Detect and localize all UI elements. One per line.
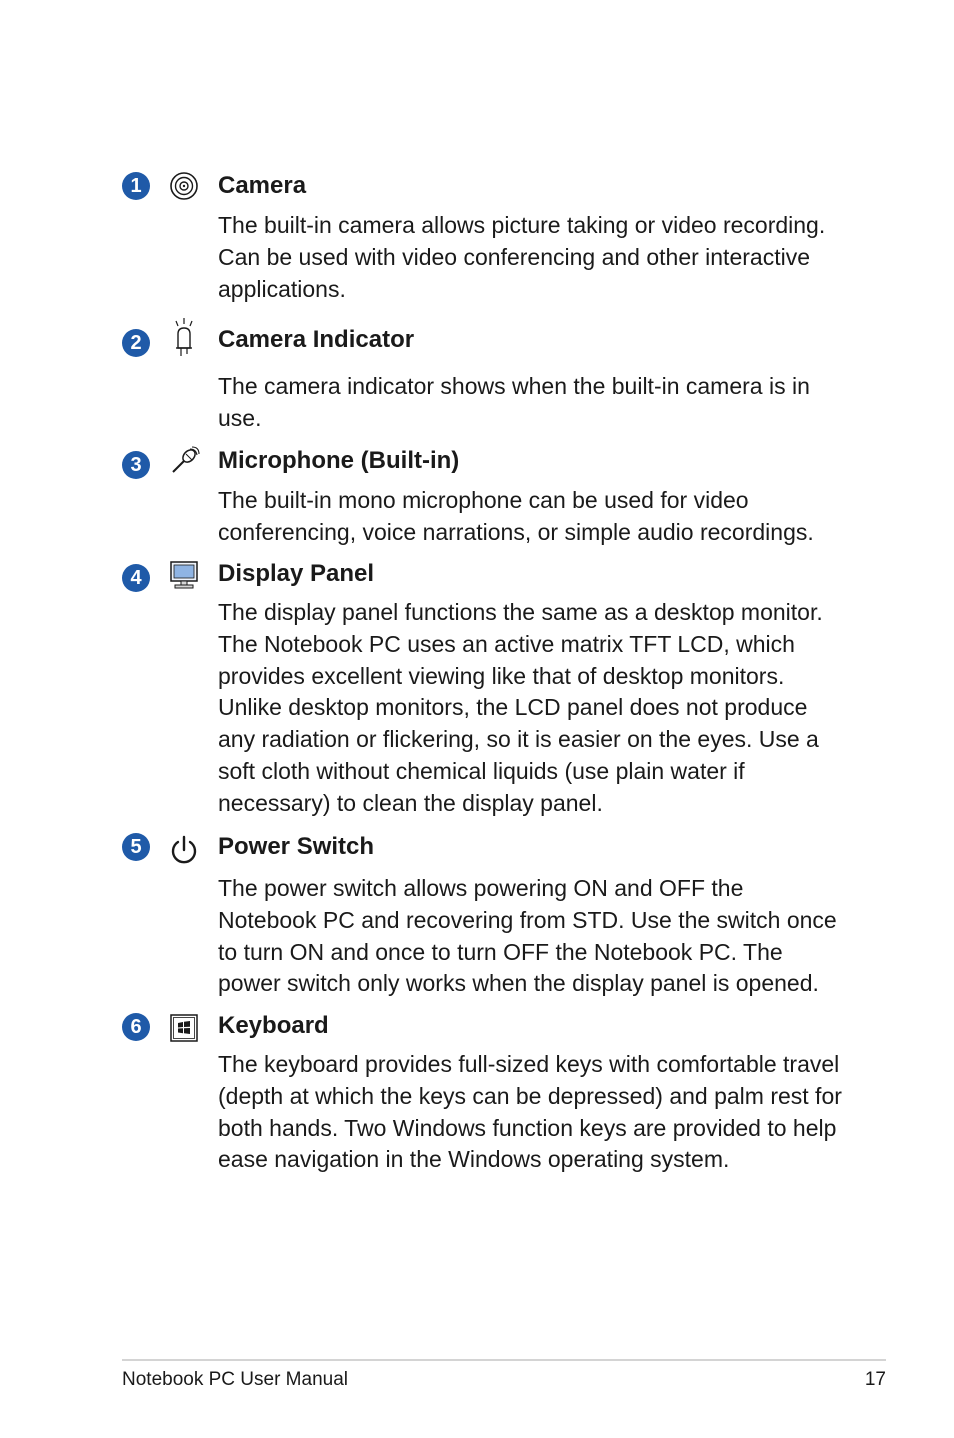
item-description: The built-in camera allows picture taking or video recording. Can be used with video conferencing and other interactive applications.	[218, 212, 826, 302]
power-icon	[168, 834, 200, 866]
item-title: Display Panel	[218, 560, 375, 587]
monitor-icon	[168, 559, 200, 591]
camera-lens-icon	[168, 170, 200, 202]
item-title: Camera Indicator	[218, 326, 415, 353]
item-description: The display panel functions the same as a desktop monitor. The Notebook PC uses an active matrix TFT LCD, which provides excellent viewing like that of desktop monitors. Unlike desktop monitors, the LCD panel does not produce any radiation or flickering, so it is easier on the eyes. Use a soft cloth without chemical liquids (use plain water if necessary) to clean the display panel.	[218, 599, 823, 816]
item-description: The power switch allows powering ON and OFF the Notebook PC and recovering from STD. Use the switch once to turn ON and once to turn OFF the Notebook PC. The power switch only works when the display panel is opened.	[218, 875, 837, 997]
footer-page-number: 17	[864, 1369, 886, 1390]
item-description: The built-in mono microphone can be used for video conferencing, voice narrations, or simple audio recordings.	[218, 487, 814, 545]
item-description: The keyboard provides full-sized keys with comfortable travel (depth at which the keys can be depressed) and palm rest for both hands. Two Windows function keys are provided to help ease navigation in the Windows operating system.	[218, 1051, 842, 1173]
item-title: Microphone (Built-in)	[218, 447, 460, 474]
footer-divider	[122, 1359, 886, 1361]
footer-manual-title: Notebook PC User Manual	[122, 1369, 348, 1390]
windows-key-icon	[168, 1012, 200, 1044]
item-number-badge: 6	[122, 1013, 150, 1041]
led-indicator-icon	[168, 318, 200, 362]
item-number-badge: 2	[122, 329, 150, 357]
item-description: The camera indicator shows when the built-in camera is in use.	[218, 373, 810, 431]
microphone-icon	[168, 446, 200, 478]
item-number-badge: 3	[122, 451, 150, 479]
item-number-badge: 1	[122, 172, 150, 200]
item-title: Power Switch	[218, 833, 375, 860]
item-title: Keyboard	[218, 1012, 329, 1039]
item-title: Camera	[218, 172, 307, 199]
item-number-badge: 5	[122, 833, 150, 861]
item-number-badge: 4	[122, 564, 150, 592]
